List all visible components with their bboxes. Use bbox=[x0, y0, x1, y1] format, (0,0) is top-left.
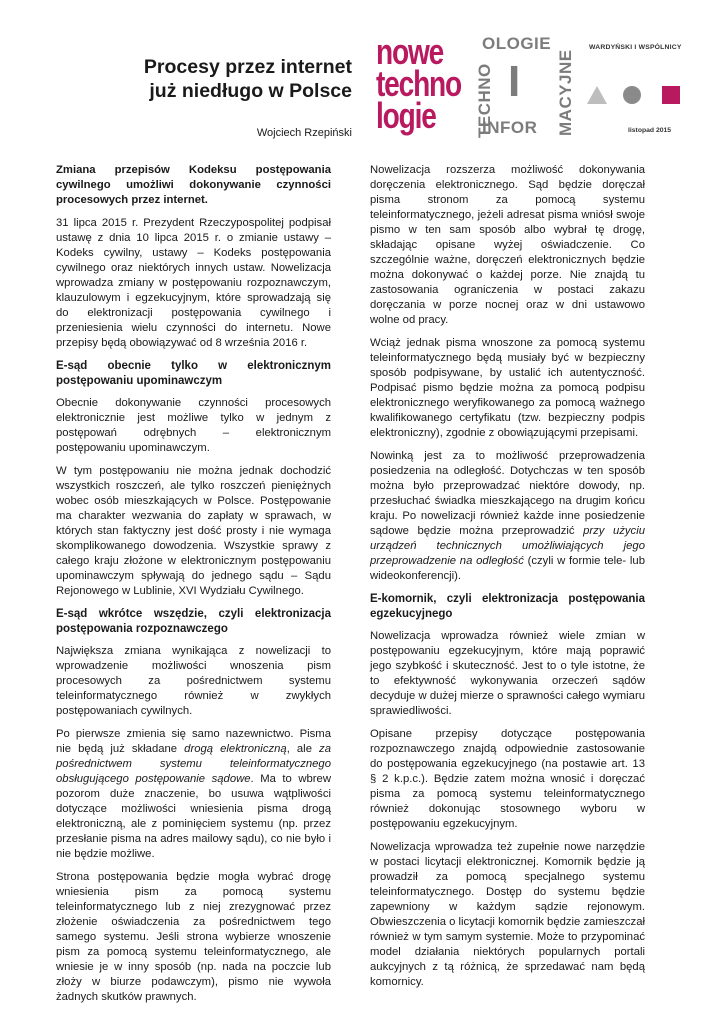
logo-vertical-macyjne: MACYJNE bbox=[556, 49, 575, 136]
italic-run: za pośrednictwem systemu teleinformatycznego obsługującego postępowanie sądowe bbox=[56, 743, 331, 785]
logo-big-i: I bbox=[508, 57, 521, 106]
paragraph: Nowelizacja rozszerza możliwość dokonywania doręczenia elektronicznego. Sąd będzie doręczał pisma stronom za pomocą systemu teleinformatycznego, jeżeli adresat pisma wniósł swoje pismo w ten sam sposób albo wybrał tę drogę, składając opisane wyżej oświadczenie. Co szczególnie ważne, doręczeń elektronicznych będzie można dokonywać o każdej porze. Nie znajdą tu zastosowania ograniczenia w postaci zakazu doręczania w porze nocnej oraz w dni ustawowo wolne od pracy. bbox=[370, 164, 645, 326]
paragraph: Strona postępowania będzie mogła wybrać drogę wniesienia pism za pomocą systemu teleinformatycznego lub z niej zrezygnować przez złożenie oświadczenia za pośrednictwem tego samego systemu. Jeśli strona wybierze wnoszenie pism za pomocą systemu teleinformatycznego, ale wniesie je w inny sposób (np. nada na poczcie lub złoży w biurze podawczym), pismo nie wywoła żadnych skutków prawnych. bbox=[56, 871, 331, 1003]
text-run: (czyli w formie tele- lub wideokonferencji). bbox=[370, 555, 645, 582]
section-heading: E-sąd wkrótce wszędzie, czyli elektronizacja postępowania rozpoznawczego bbox=[56, 608, 331, 635]
right-column bbox=[370, 163, 645, 998]
square-shape bbox=[662, 86, 680, 104]
text-run: . Ma to wbrew pozorom duże znaczenie, bo usuwa wątpliwości dotyczące możliwości wniesienia pisma drogą elektroniczną, ale z pominięciem systemu (np. przez przesłanie pisma na adres mailowy sądu), co nie było i nie będzie możliwe. bbox=[56, 773, 331, 860]
logo-word-ologie: OLOGIE bbox=[482, 34, 552, 53]
paragraph: 31 lipca 2015 r. Prezydent Rzeczypospolitej podpisał ustawę z dnia 10 lipca 2015 r. o zmianie ustawy – Kodeks cywilny, ustawy – Kodeks postępowania cywilnego oraz niektórych innych ustaw. Nowelizacja wprowadza zmiany w postępowaniu rozpoznawczym, klauzulowym i egzekucyjnym, które sprowadzają się do elektronizacji postępowania cywilnego i przeniesienia wielu czynności do internetu. Nowe przepisy będą obowiązywać od 8 września 2016 r. bbox=[56, 217, 331, 349]
logo-word-logie: logie bbox=[376, 95, 436, 136]
circle-shape bbox=[623, 86, 641, 104]
left-column bbox=[56, 163, 331, 1013]
page-title bbox=[60, 55, 352, 103]
paragraph: Obecnie dokonywanie czynności procesowych elektronicznie jest możliwe tylko w jednym z postępowań odrębnych – elektronicznym postępowaniu upominawczym. bbox=[56, 397, 331, 454]
paragraph bbox=[370, 449, 645, 584]
logo-word-nowe: nowe bbox=[376, 31, 444, 72]
lead-paragraph: Zmiana przepisów Kodeksu postępowania cywilnego umożliwi dokonywanie czynności procesowych przez internet. bbox=[56, 164, 331, 206]
paragraph: Nowelizacja wprowadza też zupełnie nowe narzędzie w postaci licytacji elektronicznej. Komornik będzie ją prowadził za pomocą specjalnego systemu teleinformatycznego. Dostęp do systemu będzie zapewniony w każdym sądzie rejonowym. Obwieszczenia o licytacji komornik będzie zamieszczał również w tym samym systemie. Może to przypominać model działania niektórych popularnych portali aukcyjnych z tą różnicą, że sprzedawać nam będą komornicy. bbox=[370, 841, 645, 988]
paragraph: Opisane przepisy dotyczące postępowania rozpoznawczego znajdą odpowiednie zastosowanie do postępowania egzekucyjnego (na postawie art. 13 § 2 k.p.c.). Będzie zatem można wnosić i doręczać pisma za pomocą systemu teleinformatycznego również dokonując stosownego wyboru w postępowaniu egzekucyjnym. bbox=[370, 728, 645, 830]
paragraph: W tym postępowaniu nie można jednak dochodzić wszystkich roszczeń, ale tylko roszczeń pieniężnych wobec osób mieszkających w Polsce. Postępowanie ma charakter wezwania do zapłaty w sprawach, w których stan faktyczny jest dość prosty i nie wymaga skomplikowanego dowodzenia. Wszystkie sprawy z całego kraju złożone w elektronicznym postępowaniu upominawczym spływają do jednego sądu – Sądu Rejonowego w Lublinie, XVI Wydziału Cywilnego. bbox=[56, 465, 331, 597]
italic-run: przy użyciu urządzeń technicznych umożliwiających jego przeprowadzenie na odległość bbox=[370, 525, 645, 567]
newsletter-logo bbox=[376, 31, 686, 146]
paragraph: Wciąż jednak pisma wnoszone za pomocą systemu teleinformatycznego będą musiały być w bezpieczny sposób podpisywane, by ustalić ich autentyczność. Podpisać pismo będzie można za pomocą podpisu elektronicznego weryfikowanego za pomocą ważnego kwalifikowanego certyfikatu (tzw. bezpieczny podpis elektroniczny), zgodnie z obowiązującymi przepisami. bbox=[370, 337, 645, 439]
logo-word-techno: techno bbox=[376, 63, 462, 104]
logo-vertical-techno: TECHNO bbox=[475, 63, 494, 138]
logo-shapes bbox=[585, 84, 685, 108]
issue-date: listopad 2015 bbox=[628, 127, 672, 134]
paragraph: Nowelizacja wprowadza również wiele zmian w postępowaniu egzekucyjnym, które mają poprawić jego szybkość i skuteczność. Jest to o tyle istotne, że to efektywność wykonywania orzeczeń sądów decyduje w dużej mierze o sprawności całego wymiaru sprawiedliwości. bbox=[370, 630, 645, 717]
text-run: Po pierwsze zmienia się samo nazewnictwo. Pisma nie będą już składane bbox=[56, 728, 331, 755]
author: Wojciech Rzepiński bbox=[256, 127, 352, 139]
section-heading: E-komornik, czyli elektronizacja postępowania egzekucyjnego bbox=[370, 593, 645, 620]
italic-run: drogą elektroniczną bbox=[184, 743, 287, 755]
triangle-shape bbox=[587, 86, 607, 104]
title-line-2: już niedługo w Polsce bbox=[149, 80, 352, 102]
section-heading: E-sąd obecnie tylko w elektronicznym postępowaniu upominawczym bbox=[56, 360, 331, 387]
logo-word-infor: INFOR bbox=[482, 118, 538, 137]
paragraph bbox=[56, 727, 331, 862]
text-run: Nowinką jest za to możliwość przeprowadzenia posiedzenia na odległość. Dotychczas w ten sposób można było przeprowadzać niektóre dowody, np. przesłuchać świadka mieszkającego na drugim końcu kraju. Po nowelizacji również każde inne posiedzenie sądowe będzie można przeprowadzić bbox=[370, 450, 645, 537]
firm-name: WARDYŃSKI I WSPÓLNICY bbox=[589, 44, 682, 51]
paragraph: Największa zmiana wynikająca z nowelizacji to wprowadzenie możliwości wnoszenia pism procesowych za pośrednictwem systemu teleinformatycznego również w zwykłych postępowaniach cywilnych. bbox=[56, 645, 331, 717]
title-line-1: Procesy przez internet bbox=[143, 56, 352, 78]
text-run: , ale bbox=[286, 743, 320, 755]
